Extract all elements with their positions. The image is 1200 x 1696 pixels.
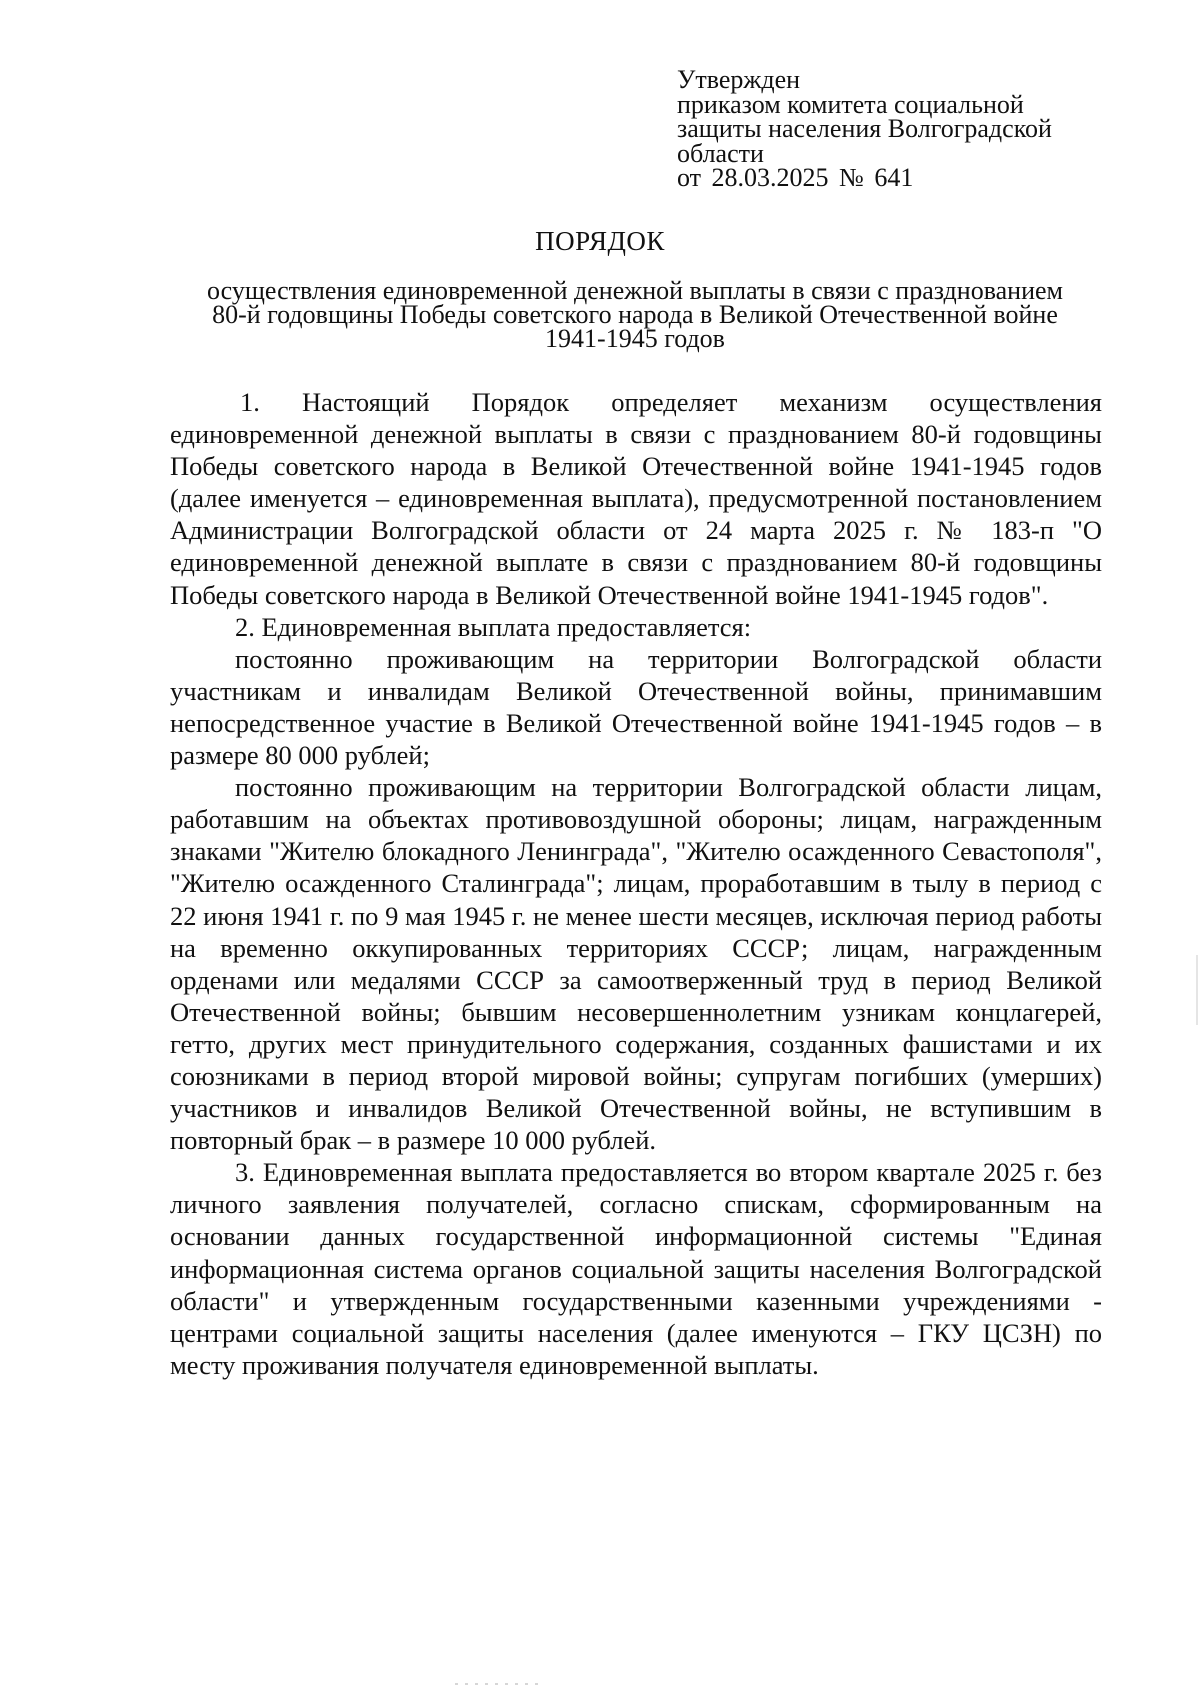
scan-artifact bbox=[455, 1683, 545, 1685]
subtitle-line-1: осуществления единовременной денежной выплаты в связи с празднованием bbox=[207, 276, 1063, 305]
approval-line-date-number: от 28.03.2025 № 641 bbox=[677, 163, 914, 192]
paragraph-2: 2. Единовременная выплата предоставляется: bbox=[235, 611, 752, 642]
subtitle-line-3: 1941-1945 годов bbox=[545, 324, 725, 353]
paragraph-2-item-1: постоянно проживающим на территории Волгоградской области участникам и инвалидам Великой Отечественной войны, принимавшим непосредственное участие в Великой Отечественной войне 1941-1945 годов – в размере 80 000 рублей; bbox=[170, 643, 1102, 771]
approval-line-region: области bbox=[677, 138, 764, 168]
subtitle-line-2: 80-й годовщины Победы советского народа в Великой Отечественной войне bbox=[212, 300, 1058, 329]
paragraph-2-item-2: постоянно проживающим на территории Волгоградской области лицам, работавшим на объектах противовоздушной обороны; лицам, награжденным знаками "Жителю блокадного Ленинграда", "Жителю осажденного Севастополя", "Жителю осажденного Сталинграда"; лицам, проработавшим в тылу в период с 22 июня 1941 г. по 9 мая 1945 г. не менее шести месяцев, исключая период работы на временно оккупированных территориях СССР; лицам, награжденным орденами или медалями СССР за самоотверженный труд в период Великой Отечественной войны; бывшим несовершеннолетним узникам концлагерей, гетто, других мест принудительного содержания, созданных фашистами и их союзниками в период второй мировой войны; супругам погибших (умерших) участников и инвалидов Великой Отечественной войны, не вступившим в повторный брак – в размере 10 000 рублей. bbox=[170, 772, 1102, 1156]
paragraph-1: 1. Настоящий Порядок определяет механизм осуществления единовременной денежной выплаты в связи с празднованием 80-й годовщины Победы советского народа в Великой Отечественной войне 1941-1945 годов (далее именуется – единовременная выплата), предусмотренной постановлением Администрации Волгоградской области от 24 марта 2025 г. № 183-п "О единовременной денежной выплате в связи с празднованием 80-й годовщины Победы советского народа в Великой Отечественной войне 1941-1945 годов". bbox=[170, 387, 1102, 610]
approval-line-order: приказом комитета социальной bbox=[677, 89, 1024, 119]
document-body bbox=[170, 386, 1102, 1381]
approval-line-approved: Утвержден bbox=[677, 65, 801, 94]
approval-line-committee: защиты населения Волгоградской bbox=[677, 114, 1052, 143]
document-subtitle bbox=[170, 276, 1100, 353]
document-title: ПОРЯДОК bbox=[535, 226, 665, 256]
scan-edge-mark bbox=[1196, 955, 1198, 1025]
paragraph-3: 3. Единовременная выплата предоставляется во втором квартале 2025 г. без личного заявления получателей, согласно спискам, сформированным на основании данных государственной информационной системы "Единая информационная система органов социальной защиты населения Волгоградской области" и утвержденным государственными казенными учреждениями - центрами социальной защиты населения (далее именуются – ГКУ ЦСЗН) по месту проживания получателя единовременной выплаты. bbox=[170, 1157, 1102, 1380]
approval-stamp-block bbox=[677, 65, 1052, 192]
